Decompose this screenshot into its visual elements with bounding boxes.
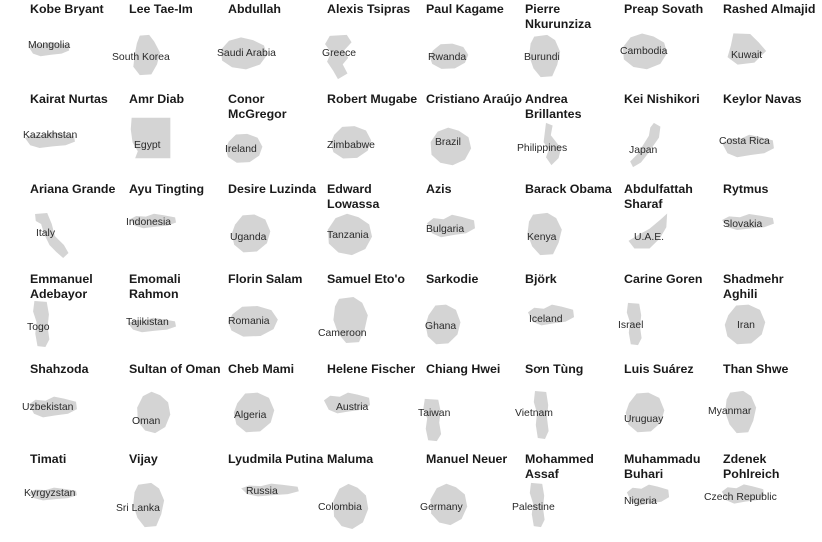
grid-cell-colombia (318, 452, 426, 542)
person-name: Kairat Nurtas (30, 92, 108, 106)
person-name: Rytmus (723, 182, 769, 196)
person-name: Emomali Rahmon (129, 272, 181, 301)
person-name: Azis (426, 182, 452, 196)
grid-cell-kuwait (723, 2, 822, 92)
person-name: Helene Fischer (327, 362, 416, 376)
person-name: Kobe Bryant (30, 2, 104, 16)
person-name: Conor McGregor (228, 92, 287, 121)
grid-cell-algeria (228, 362, 327, 452)
grid-cell-austria (327, 362, 426, 452)
country-label: Brazil (435, 137, 461, 148)
person-name: Lyudmila Putina (228, 452, 324, 466)
country-label: Ghana (425, 321, 457, 332)
grid-cell-oman (129, 362, 228, 452)
grid-cell-south-korea (112, 2, 228, 92)
country-label: Cambodia (620, 46, 668, 57)
country-label: Oman (132, 416, 161, 427)
grid-cell-kenya (525, 182, 624, 272)
person-name: Manuel Neuer (426, 452, 508, 466)
person-name: Edward Lowassa (327, 182, 380, 211)
country-label: Slovakia (723, 219, 763, 230)
person-name: Carine Goren (624, 272, 703, 286)
country-label: Bulgaria (426, 224, 465, 235)
grid-cell-germany (420, 452, 525, 542)
country-label: Palestine (512, 502, 555, 513)
grid-cell-israel (618, 272, 723, 362)
country-label: Ireland (225, 144, 257, 155)
country-label: Sri Lanka (116, 503, 160, 514)
country-label: Rwanda (428, 52, 467, 63)
person-name: Emmanuel Adebayor (30, 272, 93, 301)
country-label: Nigeria (624, 496, 657, 507)
grid-cell-mongolia (30, 2, 129, 92)
country-label: Myanmar (708, 406, 752, 417)
country-shape-uruguay (624, 390, 666, 434)
person-name: Samuel Eto'o (327, 272, 405, 286)
country-label: Togo (27, 322, 50, 333)
country-label: Tanzania (327, 230, 369, 241)
country-label: Germany (420, 502, 463, 513)
person-name: Shadmehr Aghili (723, 272, 784, 301)
person-name: Sultan of Oman (129, 362, 221, 376)
country-label: Philippines (517, 143, 568, 154)
grid-cell-u-a-e (624, 182, 723, 272)
country-label: Japan (629, 145, 658, 156)
country-label: Saudi Arabia (217, 48, 276, 59)
country-label: Taiwan (418, 408, 451, 419)
grid-cell-greece (322, 2, 426, 92)
person-name: Alexis Tsipras (327, 2, 411, 16)
person-name: Kei Nishikori (624, 92, 700, 106)
country-label: Egypt (134, 140, 161, 151)
country-label: Indonesia (126, 217, 172, 228)
country-label: Greece (322, 48, 357, 59)
country-label: Uruguay (624, 414, 664, 425)
person-name: Pierre Nkurunziza (525, 2, 592, 31)
country-label: U.A.E. (634, 232, 665, 243)
grid-cell-philippines (517, 92, 624, 182)
grid-cell-uzbekistan (22, 362, 129, 452)
person-name: Abdulfattah Sharaf (624, 182, 693, 211)
grid-cell-saudi-arabia (217, 2, 327, 92)
country-label: Russia (246, 486, 278, 497)
person-name: Abdullah (228, 2, 281, 16)
grid-cell-romania (228, 272, 327, 362)
person-name: Lee Tae-Im (129, 2, 193, 16)
country-label: Cameroon (318, 328, 367, 339)
person-name: Mohammed Assaf (525, 452, 594, 481)
grid-cell-tanzania (327, 182, 426, 272)
grid-cell-togo (27, 272, 129, 362)
person-name: Andrea Brillantes (525, 92, 582, 121)
country-label: Zimbabwe (327, 140, 375, 151)
person-name: Cristiano Araújo (426, 92, 522, 106)
country-label: Kuwait (731, 50, 763, 61)
country-label: Uzbekistan (22, 402, 74, 413)
country-label: Uganda (230, 232, 267, 243)
grid-cell-palestine (512, 452, 624, 542)
grid-cell-tajikistan (126, 272, 228, 362)
person-name: Muhammadu Buhari (624, 452, 701, 481)
country-label: Israel (618, 320, 644, 331)
person-name: Sơn Tùng (525, 362, 584, 376)
grid-cell-cambodia (620, 2, 723, 92)
grid-cell-egypt (129, 92, 228, 182)
person-name: Amr Diab (129, 92, 185, 106)
country-label: Kazakhstan (23, 130, 78, 141)
country-label: Mongolia (28, 40, 71, 51)
country-label: Vietnam (515, 408, 553, 419)
person-name: Florin Salam (228, 272, 303, 286)
person-name: Robert Mugabe (327, 92, 418, 106)
grid-cell-iceland (525, 272, 624, 362)
person-name: Maluma (327, 452, 374, 466)
grid-cell-iran (723, 272, 822, 362)
country-label: Italy (36, 228, 56, 239)
country-label: Kenya (527, 232, 557, 243)
country-label: Iceland (529, 314, 563, 325)
country-label: Romania (228, 316, 270, 327)
country-label: Burundi (524, 52, 560, 63)
person-name: Preap Sovath (624, 2, 704, 16)
grid-cell-italy (30, 182, 129, 272)
grid-cell-cameroon (318, 272, 426, 362)
grid-cell-kyrgyzstan (24, 452, 129, 542)
grid-cell-japan (624, 92, 723, 182)
person-name: Than Shwe (723, 362, 789, 376)
person-name: Keylor Navas (723, 92, 802, 106)
grid-cell-bulgaria (426, 182, 525, 272)
country-label: Kyrgyzstan (24, 488, 76, 499)
grid-cell-czech-republic (704, 452, 822, 542)
person-name: Cheb Mami (228, 362, 295, 376)
grid-cell-indonesia (126, 182, 228, 272)
person-name: Sarkodie (426, 272, 479, 286)
grid-cell-kazakhstan (23, 92, 129, 182)
country-label: Costa Rica (719, 136, 770, 147)
grid-cell-brazil (426, 92, 525, 182)
grid-cell-myanmar (708, 362, 822, 452)
person-name: Chiang Hwei (426, 362, 501, 376)
person-name: Barack Obama (525, 182, 612, 196)
grid-cell-vietnam (515, 362, 624, 452)
grid-cell-uganda (228, 182, 327, 272)
grid-cell-taiwan (418, 362, 525, 452)
person-name: Vijay (129, 452, 158, 466)
country-shape-u-a-e (626, 212, 668, 250)
grid-cell-russia (228, 452, 327, 542)
person-name: Shahzoda (30, 362, 89, 376)
grid-cell-ireland (225, 92, 327, 182)
grid-cell-ghana (426, 272, 525, 362)
country-shape-egypt (129, 116, 173, 160)
country-shape-taiwan (420, 398, 444, 442)
grid-cell-costa-rica (719, 92, 822, 182)
person-name: Björk (525, 272, 557, 286)
person-name: Paul Kagame (426, 2, 504, 16)
person-name: Timati (30, 452, 67, 466)
country-label: South Korea (112, 52, 170, 63)
country-label: Iran (737, 320, 755, 331)
person-name: Luis Suárez (624, 362, 694, 376)
country-label: Colombia (318, 502, 362, 513)
grid-cell-burundi (525, 2, 624, 92)
grid-cell-rwanda (426, 2, 525, 92)
country-label: Algeria (234, 410, 267, 421)
person-name: Rashed Almajid (723, 2, 816, 16)
person-name: Desire Luzinda (228, 182, 317, 196)
country-label: Czech Republic (704, 492, 777, 503)
grid-cell-slovakia (723, 182, 822, 272)
country-label: Austria (336, 402, 369, 413)
grid-cell-sri-lanka (116, 452, 228, 542)
person-name: Ariana Grande (30, 182, 116, 196)
person-name: Zdenek Pohlreich (723, 452, 780, 481)
country-label: Tajikistan (126, 317, 169, 328)
person-name: Ayu Tingting (129, 182, 205, 196)
grid-cell-zimbabwe (327, 92, 426, 182)
